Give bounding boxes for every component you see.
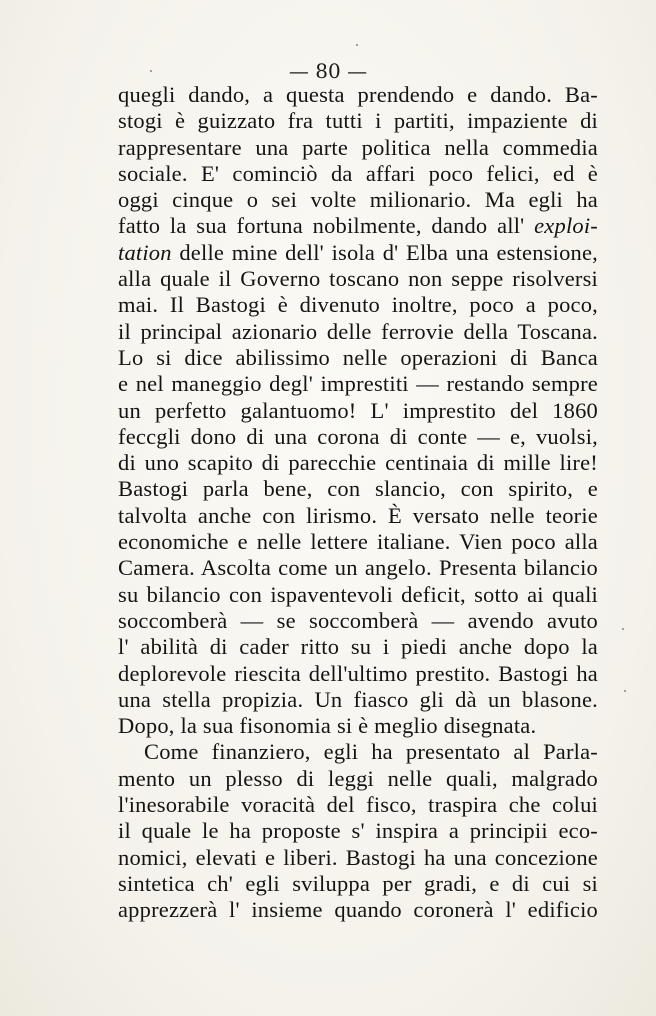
text-line: economiche e nelle lettere italiane. Vien poco alla (118, 529, 598, 555)
text-line: sintetica ch' egli sviluppa per gradi, e di cui si (118, 870, 598, 896)
paper-speck (624, 690, 626, 692)
paper-speck (622, 628, 624, 630)
text-line: quegli dando, a questa prendendo e dando. Ba- (118, 82, 598, 107)
text-line: il quale le ha proposte s' inspira a principii eco- (118, 818, 598, 844)
text-line: di uno scapito di parecchie centinaia di mille lire! (118, 450, 598, 476)
text-line: rappresentare una parte politica nella commedia (118, 134, 598, 160)
text-line: fatto la sua fortuna nobilmente, dando all' exploi- (118, 213, 598, 239)
text-line: un perfetto galantuomo! L' imprestito del 1860 (118, 397, 598, 423)
body-text (118, 82, 598, 924)
text-line: l'inesorabile voracità del fisco, traspira che colui (118, 792, 598, 818)
text-line: talvolta anche con lirismo. È versato nelle teorie (118, 502, 598, 528)
text-line: su bilancio con ispaventevoli deficit, sotto ai quali (118, 581, 598, 607)
text-line: feccgli dono di una corona di conte — e, vuolsi, (118, 423, 598, 449)
text-line: l' abilità di cader ritto su i piedi anche dopo la (118, 634, 598, 660)
text-line: e nel maneggio degl' imprestiti — restando sempre (118, 371, 598, 397)
text-line: Lo si dice abilissimo nelle operazioni di Banca (118, 344, 598, 370)
text-line: alla quale il Governo toscano non seppe risolversi (118, 266, 598, 292)
text-line: il principal azionario delle ferrovie della Toscana. (118, 318, 598, 344)
text-line: mai. Il Bastogi è divenuto inoltre, poco a poco, (118, 292, 598, 318)
text-line: Dopo, la sua fisonomia si è meglio disegnata. (118, 713, 537, 739)
text-line: una stella propizia. Un fiasco gli dà un blasone. (118, 686, 598, 712)
text-line: mento un plesso di leggi nelle quali, malgrado (118, 765, 598, 791)
text-line: deplorevole riescita dell'ultimo prestito. Bastogi ha (118, 660, 598, 686)
page-number: — 80 — (288, 59, 368, 83)
paper-speck (356, 44, 358, 46)
text-line: stogi è guizzato fra tutti i partiti, impaziente di (118, 108, 598, 134)
text-line: tation delle mine dell' isola d' Elba una estensione, (118, 239, 598, 265)
text-line: nomici, elevati e liberi. Bastogi ha una concezione (118, 844, 598, 870)
text-line: Camera. Ascolta come un angelo. Presenta bilancio (118, 555, 598, 581)
text-line: Come finanziero, egli ha presentato al Parla- (144, 739, 598, 765)
text-line: apprezzerà l' insieme quando coronerà l' edificio (118, 897, 598, 923)
text-line: oggi cinque o sei volte milionario. Ma egli ha (118, 187, 598, 213)
text-line: sociale. E' cominciò da affari poco felici, ed è (118, 160, 598, 186)
text-line: Bastogi parla bene, con slancio, con spirito, e (118, 476, 598, 502)
text-line: soccomberà — se soccomberà — avendo avuto (118, 607, 598, 633)
